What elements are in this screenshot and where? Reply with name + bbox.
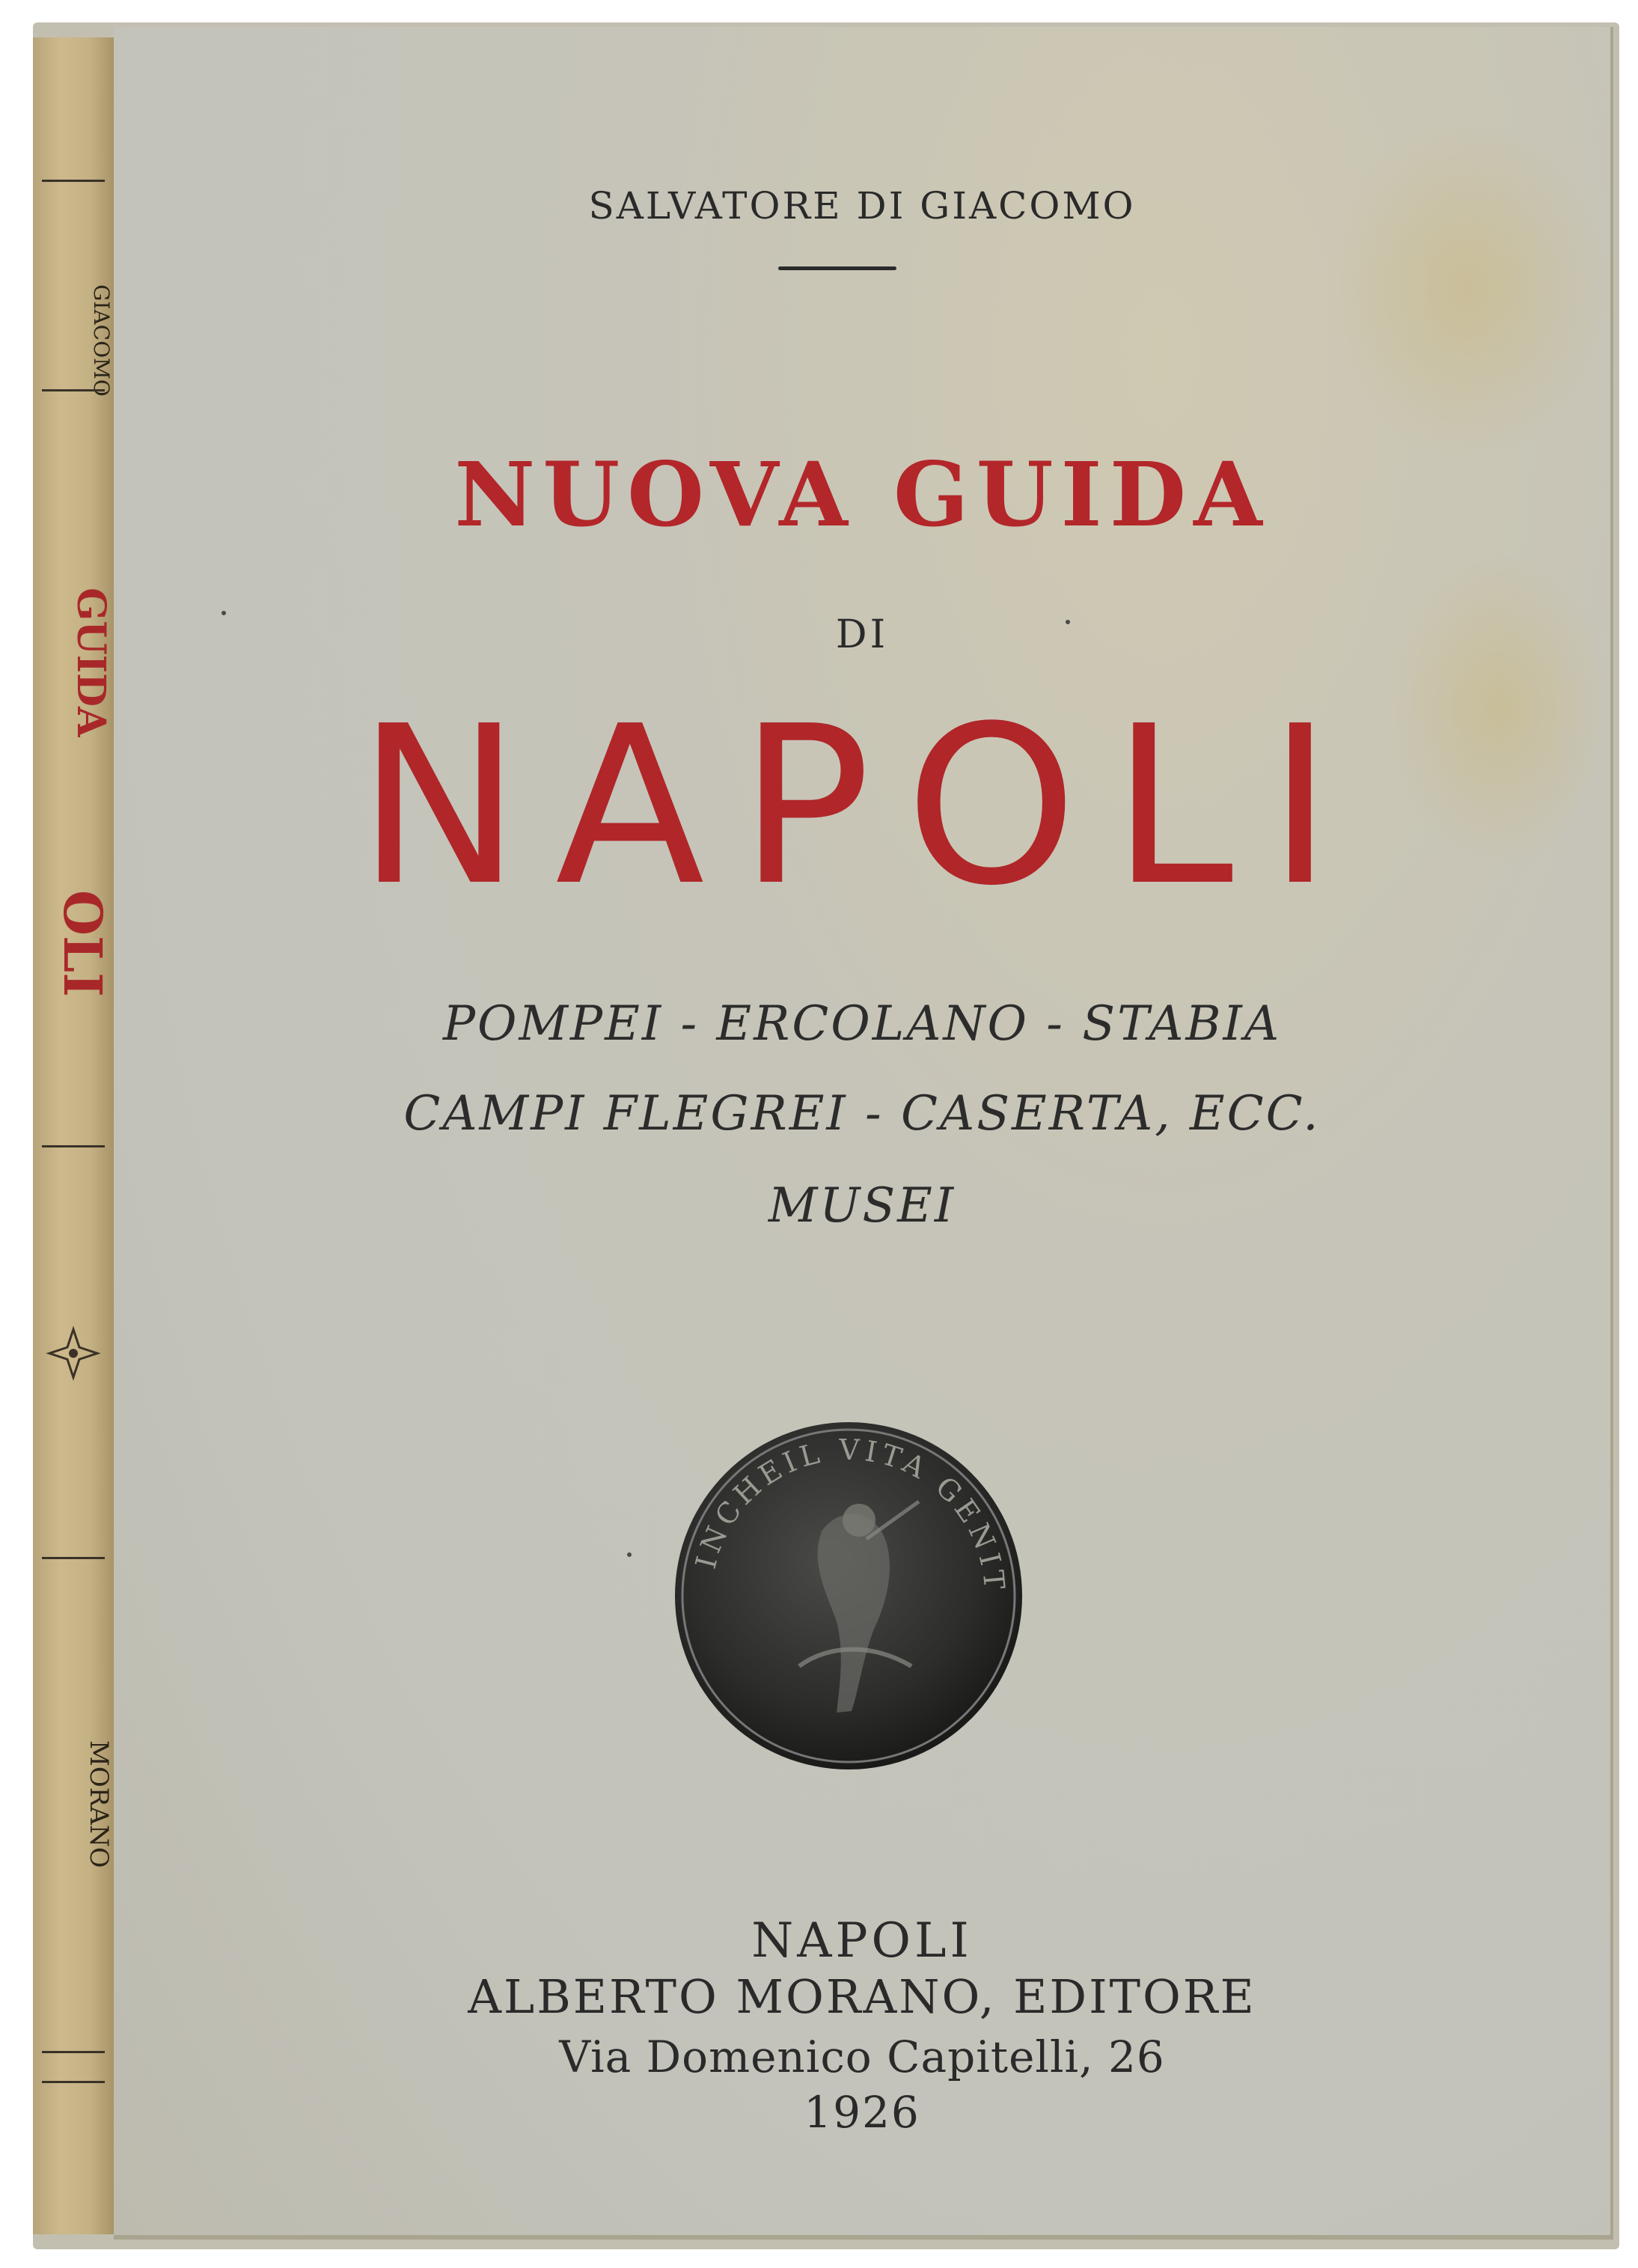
author-divider (778, 266, 896, 270)
paper-speck (1066, 620, 1070, 624)
spine-rule (42, 389, 105, 391)
paper-speck (221, 611, 226, 615)
spine-rule (42, 2081, 105, 2083)
spine-ornament-icon (45, 1325, 102, 1382)
spine-author: GIACOMO (89, 284, 114, 397)
title-line-1: NUOVA GUIDA (454, 442, 1270, 546)
subtitle-line-2: CAMPI FLEGREI - CASERTA, ECC. (403, 1086, 1321, 1141)
publication-year: 1926 (804, 2087, 920, 2138)
publisher-address: Via Domenico Capitelli, 26 (559, 2031, 1165, 2082)
subtitle-line-3: MUSEI (768, 1178, 956, 1234)
spine-title-2: OLI (52, 889, 114, 997)
spine-publisher: MORANO (84, 1740, 114, 1868)
medal-inscription: INCHEIL VITA GENIT (688, 1433, 1012, 1596)
spine-rule (42, 1145, 105, 1147)
publisher-name: ALBERTO MORANO, EDITORE (468, 1969, 1256, 2024)
publisher-city: NAPOLI (751, 1913, 973, 1969)
book-spine (33, 37, 116, 2234)
spine-rule (42, 1557, 105, 1559)
front-cover (114, 27, 1613, 2240)
paper-stain (1326, 117, 1610, 461)
spine-rule (42, 180, 105, 182)
subtitle-line-1: POMPEI - ERCOLANO - STABIA (442, 996, 1282, 1052)
title-connector: DI (835, 612, 889, 657)
paper-speck (627, 1552, 632, 1557)
spine-rule (42, 2051, 105, 2053)
spine-title-1: GUIDA (68, 588, 114, 737)
medallion-emblem (672, 1419, 1025, 1772)
main-title: NAPOLI (357, 679, 1367, 933)
author-name: SALVATORE DI GIACOMO (588, 184, 1136, 228)
